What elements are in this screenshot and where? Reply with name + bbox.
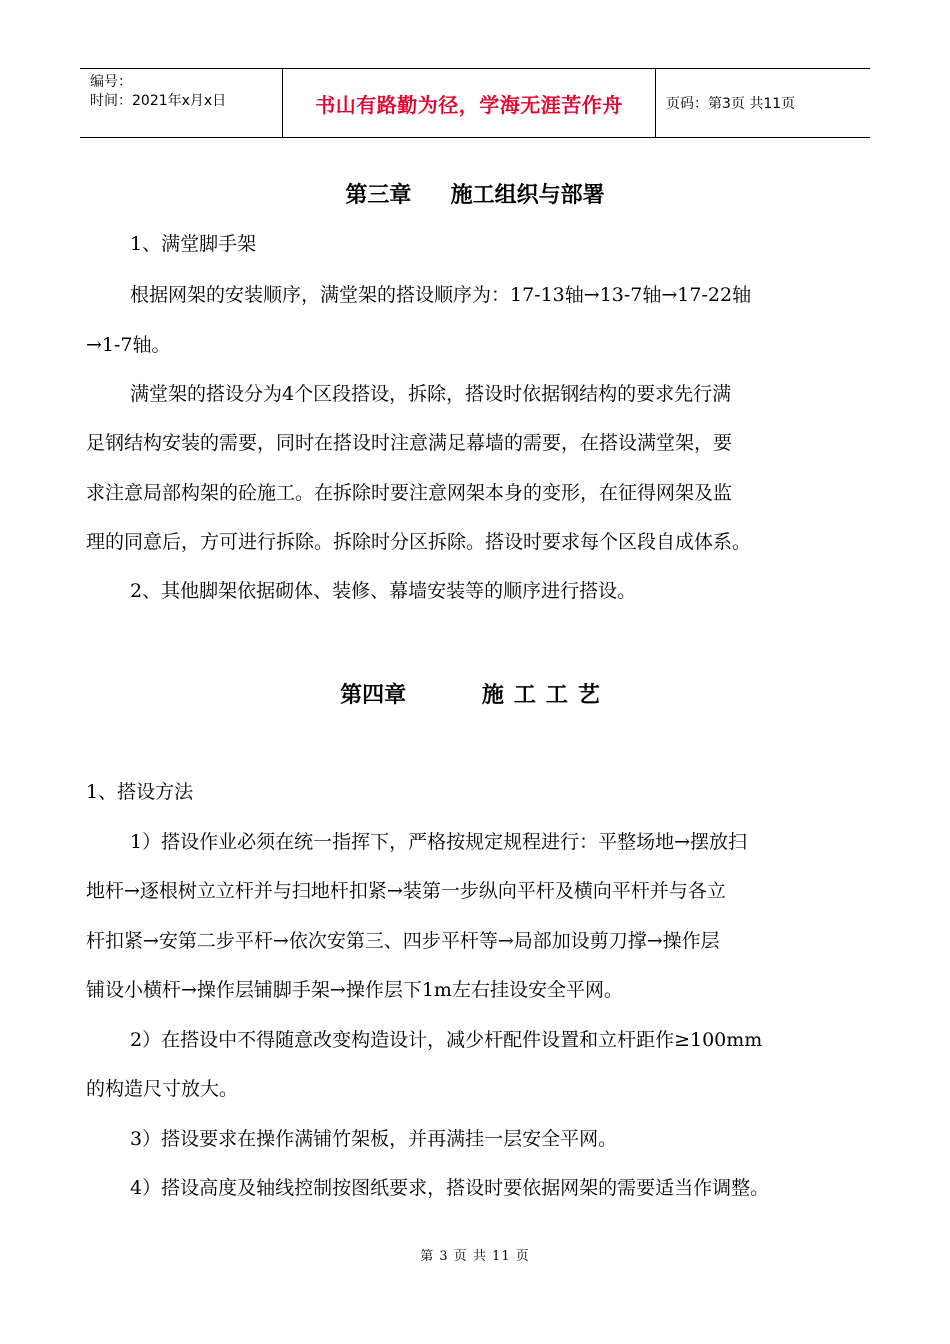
number-label: 编号： bbox=[90, 74, 132, 90]
ch3-para1-line1: 根据网架的安装顺序，满堂架的搭设顺序为：17-13轴→13-7轴→17-22轴 bbox=[130, 284, 752, 306]
ch3-para2-line4: 理的同意后，方可进行拆除。拆除时分区拆除。搭设时要求每个区段自成体系。 bbox=[86, 531, 752, 553]
ch3-para2-line1: 满堂架的搭设分为4个区段搭设，拆除，搭设时依据钢结构的要求先行满 bbox=[130, 383, 732, 405]
ch3-para1-line2: →1-7轴。 bbox=[86, 334, 171, 356]
ch3-para2-line3: 求注意局部构架的砼施工。在拆除时要注意网架本身的变形，在征得网架及监 bbox=[86, 482, 733, 504]
ch4-item-1: 1、搭设方法 bbox=[86, 781, 194, 803]
ch4-step1-line1: 1）搭设作业必须在统一指挥下，严格按规定规程进行：平整场地→摆放扫 bbox=[130, 831, 748, 853]
ch4-step2-line2: 的构造尺寸放大。 bbox=[86, 1078, 239, 1100]
chapter-3-number: 第三章 bbox=[345, 183, 412, 208]
page-footer: 第 3 页 共 11 页 bbox=[420, 1249, 530, 1264]
header-motto: 书山有路勤为径，学海无涯苦作舟 bbox=[283, 69, 656, 137]
header-page-info: 页码：第3页 共11页 bbox=[666, 96, 796, 112]
ch4-step1-line3: 杆扣紧→安第二步平杆→依次安第三、四步平杆等→局部加设剪刀撑→操作层 bbox=[86, 930, 720, 952]
ch4-step2-line1: 2）在搭设中不得随意改变构造设计，减少杆配件设置和立杆距作≥100mm bbox=[130, 1029, 763, 1051]
ch4-step1-line4: 铺设小横杆→操作层铺脚手架→操作层下1m左右挂设安全平网。 bbox=[86, 979, 623, 1001]
date-label: 时间：2021年x月x日 bbox=[90, 93, 227, 109]
ch4-step4: 4）搭设高度及轴线控制按图纸要求，搭设时要依据网架的需要适当作调整。 bbox=[130, 1177, 770, 1199]
chapter-4-name: 施工工艺 bbox=[481, 683, 610, 708]
ch4-step3: 3）搭设要求在操作满铺竹架板，并再满挂一层安全平网。 bbox=[130, 1128, 618, 1150]
ch4-step1-line2: 地杆→逐根树立立杆并与扫地杆扣紧→装第一步纵向平杆及横向平杆并与各立 bbox=[86, 880, 726, 902]
chapter-4-number: 第四章 bbox=[340, 683, 407, 708]
ch3-item-2: 2、其他脚架依据砌体、装修、幕墙安装等的顺序进行搭设。 bbox=[130, 580, 637, 602]
ch3-para2-line2: 足钢结构安装的需要，同时在搭设时注意满足幕墙的需要，在搭设满堂架，要 bbox=[86, 432, 733, 454]
header-left-cell bbox=[80, 69, 283, 137]
ch3-item-1: 1、满堂脚手架 bbox=[130, 233, 257, 255]
chapter-4-title bbox=[0, 678, 950, 709]
page-header bbox=[80, 68, 870, 138]
chapter-3-title bbox=[0, 178, 950, 209]
chapter-3-name: 施工组织与部署 bbox=[450, 183, 605, 208]
